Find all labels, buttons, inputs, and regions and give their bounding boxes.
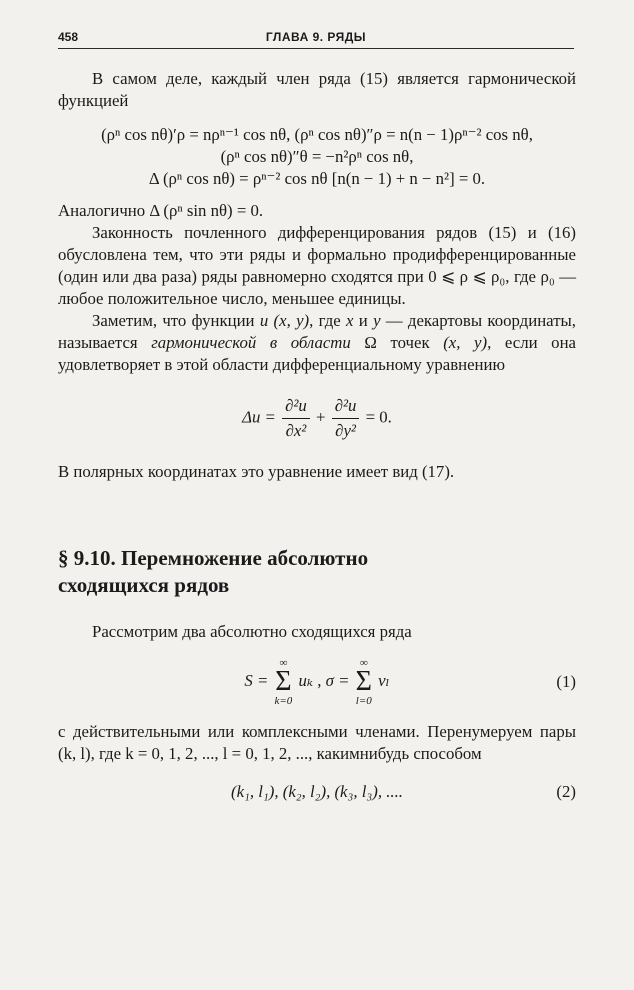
paragraph-harmonic-intro: В самом деле, каждый член ряда (15) является гармонической функцией bbox=[58, 69, 576, 110]
sum-term-u: uₖ , bbox=[298, 670, 322, 690]
pairs-sequence: (k₁, l₁), (k₂, l₂), (k₃, l₃), .... bbox=[231, 782, 403, 801]
section-title-line-1: § 9.10. Перемножение абсолютно bbox=[58, 546, 369, 570]
emphasis-term: гармонической в области bbox=[151, 333, 351, 352]
sum-upper: ∞ bbox=[279, 657, 288, 669]
text-run: Ω точек bbox=[350, 333, 444, 352]
plus-sign: + bbox=[316, 407, 326, 427]
denominator: ∂y² bbox=[335, 421, 356, 440]
sum-sigma-2 bbox=[356, 657, 372, 707]
equation-laplacian-cos: Δ (ρⁿ cos nθ) = ρⁿ⁻² cos nθ [n(n − 1) + n − n²] = 0. bbox=[148, 169, 486, 188]
equation-pairs bbox=[58, 781, 576, 803]
chapter-title: ГЛАВА 9. РЯДЫ bbox=[265, 30, 367, 44]
page-number: 458 bbox=[58, 30, 79, 44]
text-run: — декартовы координаты, называется bbox=[58, 311, 576, 352]
sum-S-lhs: S = bbox=[244, 670, 269, 690]
text-run: и bbox=[353, 311, 374, 330]
paragraph-analogously: Аналогично Δ (ρⁿ sin nθ) = 0. bbox=[58, 201, 264, 220]
equation-derivatives-2: (ρⁿ cos nθ)″θ = −n²ρⁿ cos nθ, bbox=[220, 147, 414, 166]
paragraph-consider: Рассмотрим два абсолютно сходящихся ряда bbox=[92, 622, 412, 641]
fraction-dy bbox=[332, 394, 360, 443]
paragraph-polar: В полярных координатах это уравнение имеет вид (17). bbox=[58, 462, 455, 481]
math-x: x bbox=[346, 311, 354, 330]
numerator: ∂²u bbox=[332, 394, 360, 419]
text-run: , где bbox=[309, 311, 346, 330]
sum-lower: l=0 bbox=[355, 695, 372, 707]
equation-series bbox=[58, 657, 576, 707]
sum-sigma-lhs: σ = bbox=[325, 670, 350, 690]
sum-sigma-1 bbox=[274, 657, 292, 707]
sum-upper: ∞ bbox=[359, 657, 368, 669]
sigma-icon: Σ bbox=[355, 666, 372, 697]
sum-lower: k=0 bbox=[274, 695, 293, 707]
laplace-equation bbox=[58, 394, 576, 443]
laplace-lhs: Δu = bbox=[242, 407, 276, 427]
equation-number-2: (2) bbox=[556, 782, 576, 801]
running-header bbox=[58, 26, 574, 49]
paragraph-enumerate: с действительными или комплексными членами. Перенумеруем пары (k, l), где k = 0, 1, 2, ..., l = 0, 1, 2, ..., какимнибудь способом bbox=[58, 722, 576, 763]
section-title-line-2: сходящихся рядов bbox=[58, 573, 230, 597]
equation-derivatives-1: (ρⁿ cos nθ)′ρ = nρⁿ⁻¹ cos nθ, (ρⁿ cos nθ)″ρ = n(n − 1)ρⁿ⁻² cos nθ, bbox=[101, 125, 533, 144]
math-xy: (x, y) bbox=[443, 333, 488, 352]
fraction-dx bbox=[282, 394, 310, 443]
equation-number-1: (1) bbox=[556, 672, 576, 691]
denominator: ∂x² bbox=[285, 421, 307, 440]
sum-term-v: vₗ bbox=[378, 670, 390, 690]
math-y: y bbox=[373, 311, 381, 330]
paragraph-harmonic-definition bbox=[58, 310, 576, 376]
math-u: u (x, y) bbox=[259, 311, 310, 330]
page-body bbox=[58, 68, 576, 803]
sigma-icon: Σ bbox=[275, 666, 292, 697]
text-run: , если она удовлетворяет в этой области дифференциальному уравнению bbox=[58, 333, 576, 374]
text-run: Заметим, что функции bbox=[92, 311, 260, 330]
paragraph-termwise-diff: Законность почленного дифференцирования рядов (15) и (16) обусловлена тем, что эти ряды и формально продифференцированные (один или два раза) ряды равномерно сходятся при 0 ⩽ ρ ⩽ ρ₀, где ρ₀ — любое положительное число, меньшее единицы. bbox=[58, 223, 576, 308]
numerator: ∂²u bbox=[282, 394, 310, 419]
laplace-rhs: = 0. bbox=[365, 407, 392, 427]
